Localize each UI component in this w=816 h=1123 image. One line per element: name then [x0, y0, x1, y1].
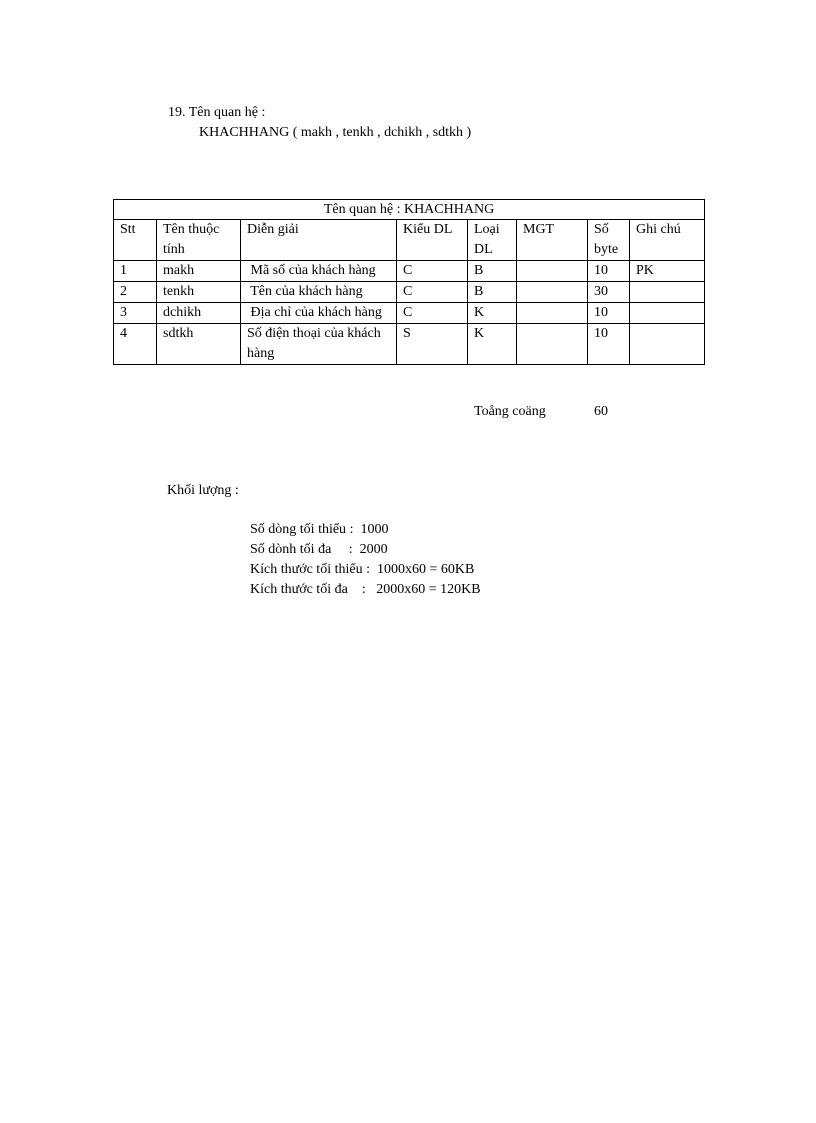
column-header-description: Diễn giải [241, 220, 397, 261]
table-row [114, 261, 705, 282]
column-header-mgt: MGT [517, 220, 588, 261]
table-caption: Tên quan hệ : KHACHHANG [114, 200, 705, 220]
cell-stt: 4 [114, 324, 157, 365]
cell-data-type: C [397, 261, 468, 282]
column-header-note: Ghi chú [630, 220, 705, 261]
column-header-bytes: Số byte [588, 220, 630, 261]
cell-note [630, 303, 705, 324]
cell-bytes: 10 [588, 324, 630, 365]
cell-bytes: 10 [588, 303, 630, 324]
volume-value: 2000 [359, 542, 388, 557]
table-row [114, 303, 705, 324]
cell-note [630, 282, 705, 303]
cell-note [630, 324, 705, 365]
cell-attribute-name: makh [157, 261, 241, 282]
column-header-stt: Stt [114, 220, 157, 261]
cell-data-kind: K [468, 303, 517, 324]
cell-mgt [517, 261, 588, 282]
cell-description: Địa chỉ của khách hàng [241, 303, 397, 324]
volume-separator: : [331, 542, 360, 557]
cell-attribute-name: sdtkh [157, 324, 241, 365]
cell-mgt [517, 324, 588, 365]
volume-separator: : [362, 562, 377, 577]
cell-stt: 1 [114, 261, 157, 282]
volume-label: Kích thước tối thiểu [250, 562, 363, 577]
cell-description: Tên của khách hàng [241, 282, 397, 303]
cell-data-type: C [397, 303, 468, 324]
cell-attribute-name: tenkh [157, 282, 241, 303]
cell-data-type: S [397, 324, 468, 365]
cell-data-kind: K [468, 324, 517, 365]
volume-label: Số dònh tối đa [250, 542, 332, 557]
cell-attribute-name: dchikh [157, 303, 241, 324]
cell-note: PK [630, 261, 705, 282]
cell-mgt [517, 282, 588, 303]
cell-bytes: 30 [588, 282, 630, 303]
column-header-data-type: Kiểu DL [397, 220, 468, 261]
total-value: 60 [594, 404, 608, 419]
cell-stt: 3 [114, 303, 157, 324]
volume-label: Kích thước tối đa [250, 582, 348, 597]
cell-stt: 2 [114, 282, 157, 303]
volume-label: Số dòng tối thiểu [250, 522, 347, 537]
cell-data-type: C [397, 282, 468, 303]
relation-schema: KHACHHANG ( makh , tenkh , dchikh , sdtkh ) [199, 125, 472, 140]
volume-value: 1000 [360, 522, 389, 537]
cell-data-kind: B [468, 261, 517, 282]
volume-separator: : [347, 582, 377, 597]
volume-separator: : [346, 522, 361, 537]
volume-title: Khối lượng : [167, 483, 239, 498]
total-label: Toång coäng [474, 404, 546, 419]
table-row [114, 282, 705, 303]
attribute-table [113, 199, 705, 365]
cell-data-kind: B [468, 282, 517, 303]
table-row [114, 324, 705, 365]
column-header-attribute-name: Tên thuộc tính [157, 220, 241, 261]
cell-description: Mã số của khách hàng [241, 261, 397, 282]
table-header-row [114, 220, 705, 261]
volume-value: 2000x60 = 120KB [376, 582, 481, 597]
relation-heading: 19. Tên quan hệ : [168, 105, 266, 120]
volume-line-max-size [243, 560, 481, 600]
cell-mgt [517, 303, 588, 324]
volume-value: 1000x60 = 60KB [376, 562, 475, 577]
cell-bytes: 10 [588, 261, 630, 282]
column-header-data-kind: Loại DL [468, 220, 517, 261]
cell-description: Số điện thoại của khách hàng [241, 324, 397, 365]
